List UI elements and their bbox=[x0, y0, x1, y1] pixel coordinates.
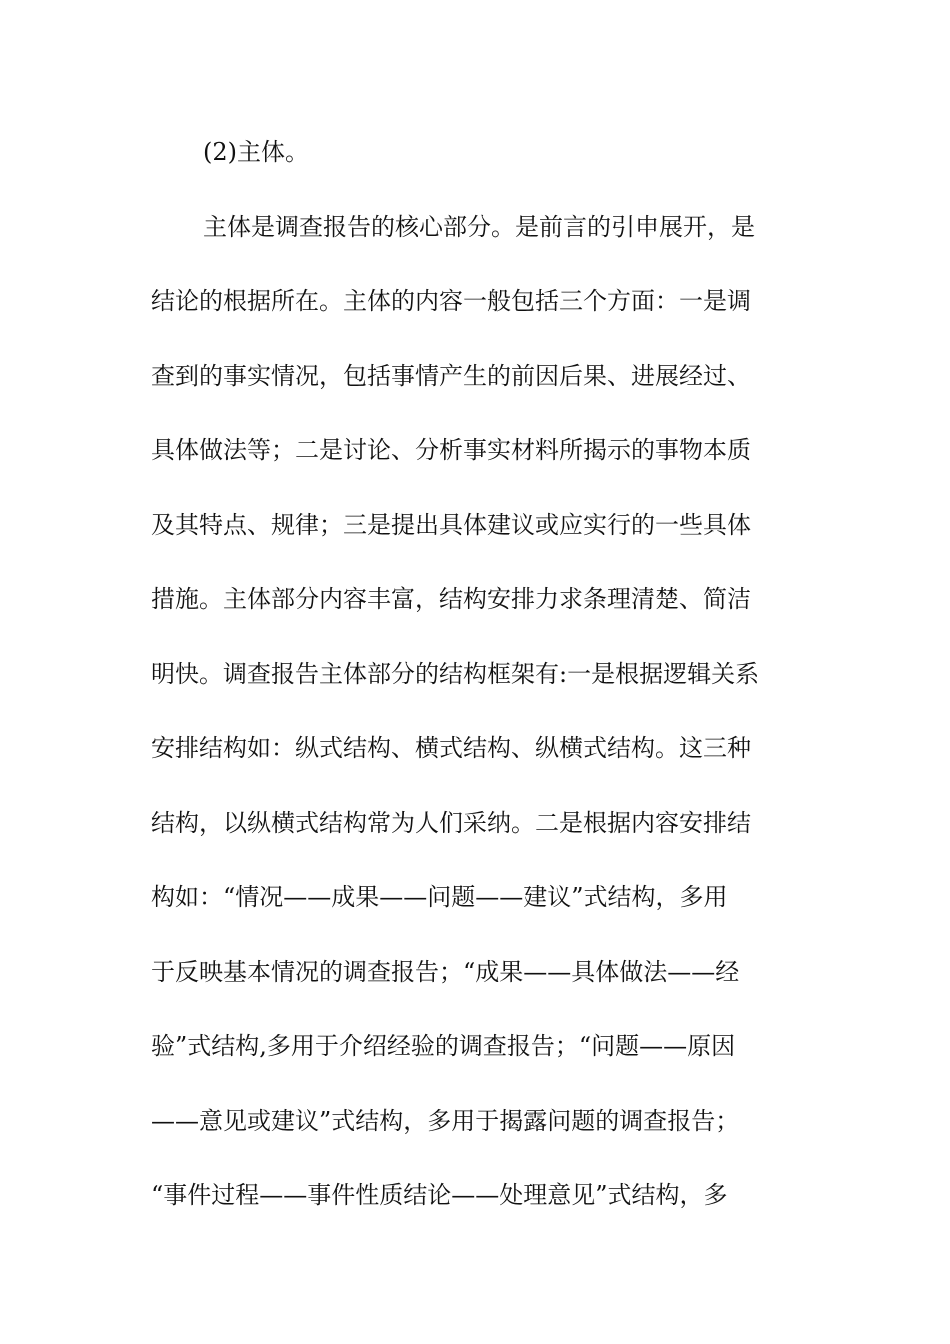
paragraph-line: 安排结构如：纵式结构、横式结构、纵横式结构。这三种 bbox=[151, 734, 751, 762]
section-heading: (2)主体。 bbox=[203, 138, 309, 166]
paragraph-line: 查到的事实情况，包括事情产生的前因后果、进展经过、 bbox=[151, 362, 751, 390]
paragraph-line: ——意见或建议”式结构，多用于揭露问题的调查报告； bbox=[151, 1107, 740, 1135]
paragraph-line: 明快。调查报告主体部分的结构框架有:一是根据逻辑关系 bbox=[151, 660, 760, 688]
paragraph-line: 结论的根据所在。主体的内容一般包括三个方面：一是调 bbox=[151, 287, 751, 315]
paragraph-line: 措施。主体部分内容丰富，结构安排力求条理清楚、简洁 bbox=[151, 585, 751, 613]
paragraph-line: “事件过程——事件性质结论——处理意见”式结构，多 bbox=[151, 1181, 728, 1209]
paragraph-line: 具体做法等；二是讨论、分析事实材料所揭示的事物本质 bbox=[151, 436, 751, 464]
paragraph-line: 结构，以纵横式结构常为人们采纳。二是根据内容安排结 bbox=[151, 809, 751, 837]
paragraph-line: 主体是调查报告的核心部分。是前言的引申展开，是 bbox=[203, 213, 755, 241]
paragraph-line: 验”式结构,多用于介绍经验的调查报告；“问题——原因 bbox=[151, 1032, 736, 1060]
paragraph-line: 构如：“情况——成果——问题——建议”式结构，多用 bbox=[151, 883, 728, 911]
paragraph-line: 于反映基本情况的调查报告；“成果——具体做法——经 bbox=[151, 958, 740, 986]
paragraph-line: 及其特点、规律；三是提出具体建议或应实行的一些具体 bbox=[151, 511, 751, 539]
